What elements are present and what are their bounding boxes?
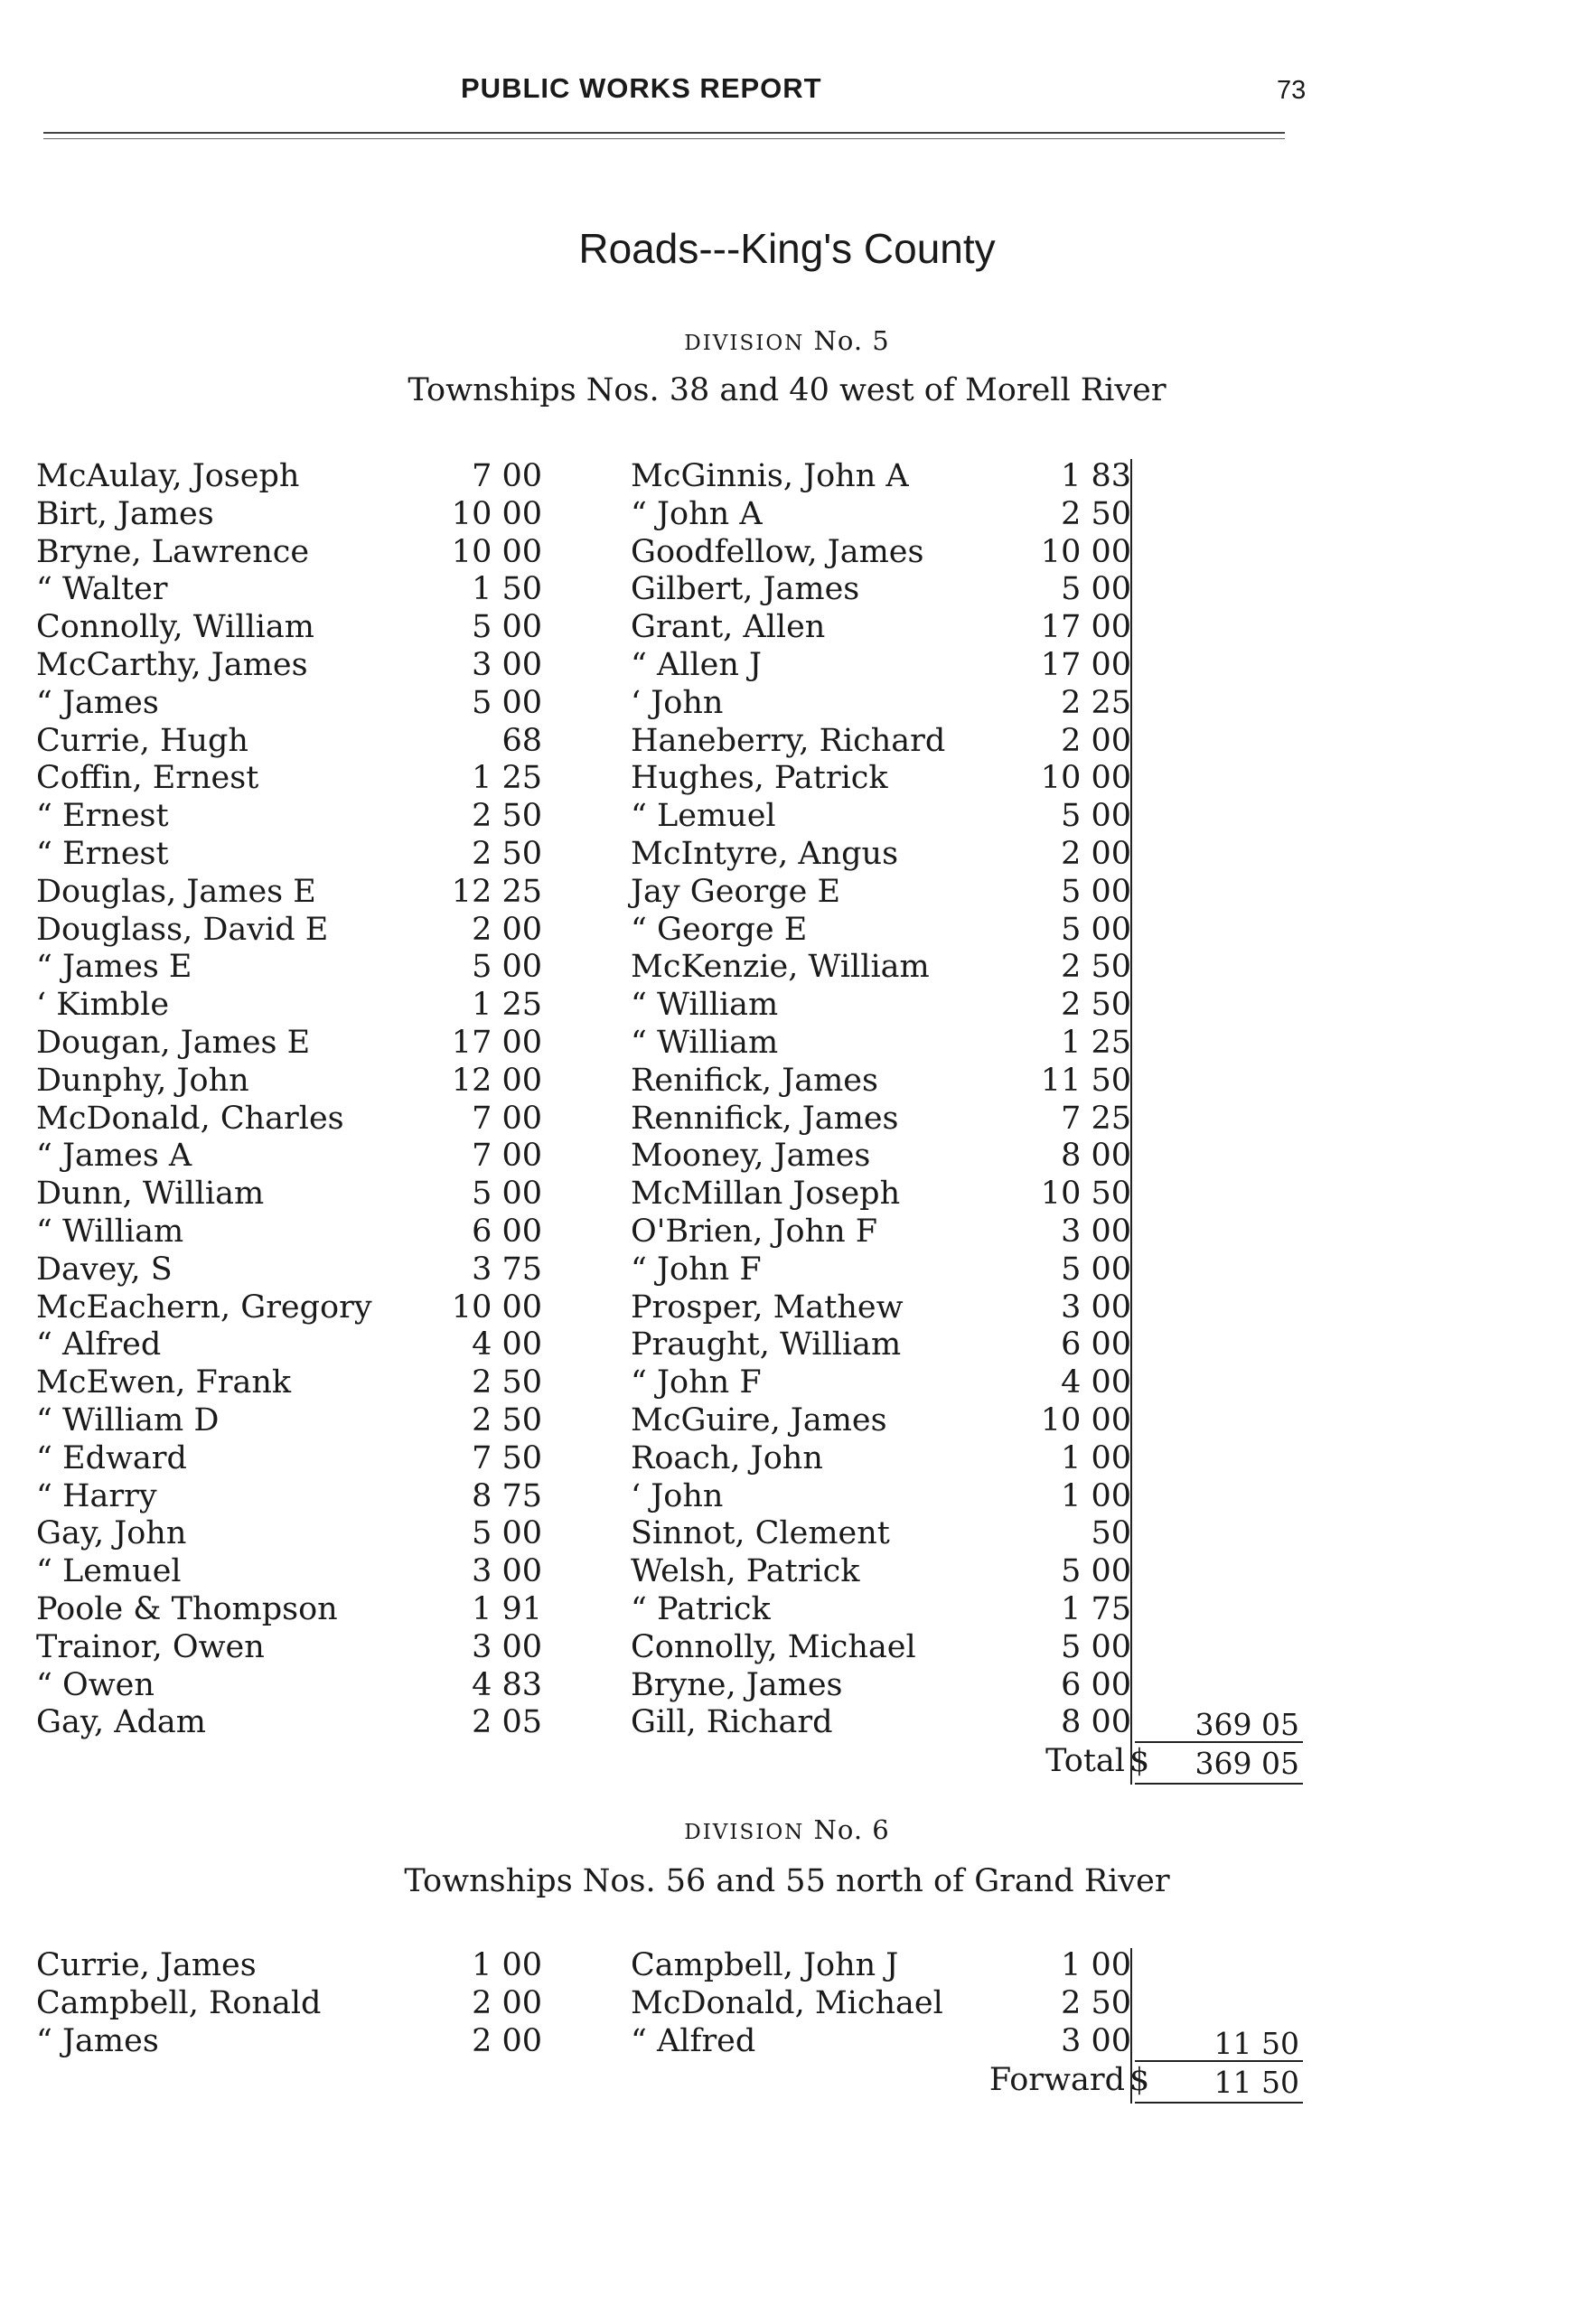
header-rule [43,138,1285,139]
payment-amount: 3 00 [1061,2023,1131,2059]
payee-name: McEachern, Gregory [36,1289,372,1326]
ledger-row [0,1666,1574,1704]
payee-name: McDonald, Charles [36,1100,344,1137]
payee-name: Renifick, James [631,1062,878,1099]
payment-amount: 1 25 [472,760,542,797]
ledger-row [0,495,1574,533]
payee-name: Dunn, William [36,1176,265,1213]
division-number: No. 6 [804,1814,890,1845]
payee-name: Currie, Hugh [36,722,248,759]
payment-amount: 5 00 [472,684,542,721]
total-rule [1135,1783,1303,1785]
payment-amount: 2 50 [472,798,542,835]
payment-amount: 5 00 [1061,1251,1131,1288]
payee-name: Haneberry, Richard [631,722,946,759]
payee-name: McIntyre, Angus [631,836,899,872]
payment-amount: 6 00 [1061,1326,1131,1363]
payee-name: “ William D [36,1402,220,1438]
payee-name: Coffin, Ernest [36,760,259,797]
ledger-row [0,948,1574,986]
payment-amount: 5 00 [1061,1553,1131,1590]
payee-name: “ James [36,2023,159,2059]
payment-amount: 12 00 [451,1062,542,1099]
payment-amount: 17 00 [1040,647,1131,683]
ledger-row [0,1628,1574,1666]
payment-amount: 4 00 [472,1326,542,1363]
payee-name: Praught, William [631,1326,902,1363]
dollar-sign: $ [1129,1743,1150,1780]
ledger-row [0,684,1574,722]
payment-amount: 4 83 [472,1666,542,1703]
division-subtotal: 11 50 [1213,2026,1299,2061]
payment-amount: 12 25 [451,873,542,910]
payment-amount: 2 00 [1061,836,1131,872]
payee-name: Trainor, Owen [36,1628,265,1665]
column-rule [1130,459,1132,1785]
payee-name: O'Brien, John F [631,1214,878,1250]
payee-name: “ William [631,987,779,1024]
payment-amount: 10 50 [1040,1176,1131,1213]
payment-amount: 1 91 [472,1591,542,1627]
subtotal-rule [1135,1741,1303,1743]
ledger-row [0,722,1574,760]
payment-amount: 1 50 [472,571,542,608]
payment-amount: 5 00 [472,609,542,646]
division-number: No. 5 [804,325,890,356]
payee-name: “ Ernest [36,798,169,835]
payment-amount: 2 00 [472,2023,542,2059]
payee-name: “ James A [36,1138,192,1175]
payment-amount: 7 50 [472,1439,542,1476]
payee-name: McDonald, Michael [631,1985,943,2021]
payee-name: McGuire, James [631,1402,887,1438]
division-total: 11 50 [1213,2065,1299,2100]
payment-amount: 2 50 [1061,987,1131,1024]
payee-name: Jay George E [631,873,841,910]
payee-name: Welsh, Patrick [631,1553,860,1590]
ledger-row [0,570,1574,608]
payment-amount: 2 05 [472,1704,542,1741]
ledger-row [0,1213,1574,1251]
payee-name: Campbell, John J [631,1947,899,1983]
payee-name: Bryne, James [631,1666,843,1703]
payment-amount: 1 00 [1061,1947,1131,1983]
dollar-sign: $ [1129,2062,1150,2098]
ledger-row [0,1137,1574,1175]
payee-name: Birt, James [36,495,214,532]
ledger-row [0,1703,1574,1741]
payment-amount: 2 50 [472,1402,542,1438]
payee-name: McCarthy, James [36,647,308,683]
payment-amount: 2 00 [472,911,542,948]
payee-name: ‘ John [631,1477,724,1514]
ledger-row [0,646,1574,684]
ledger-row [0,1175,1574,1213]
subtotal-rule [1135,2060,1303,2062]
payment-amount: 1 75 [1061,1591,1131,1627]
payee-name: “ Patrick [631,1591,771,1627]
payment-amount: 5 00 [1061,571,1131,608]
payment-amount: 2 25 [1061,684,1131,721]
payment-amount: 5 00 [1061,798,1131,835]
ledger-row [0,1552,1574,1590]
payee-name: “ Alfred [631,2023,756,2059]
page-title: Roads---King's County [578,225,996,272]
payment-amount: 2 50 [472,1364,542,1401]
payment-amount: 1 25 [472,987,542,1024]
payment-amount: 3 00 [472,647,542,683]
total-label: Forward [988,2062,1125,2098]
division-label: DIVISION [684,1821,805,1844]
payee-name: Hughes, Patrick [631,760,888,797]
payee-name: “ Edward [36,1439,187,1476]
payment-amount: 6 00 [472,1214,542,1250]
payment-amount: 5 00 [472,949,542,986]
payment-amount: 68 [501,722,542,759]
payee-name: ‘ John [631,684,724,721]
townships-subheading: Townships Nos. 56 and 55 north of Grand River [404,1863,1170,1899]
payee-name: Prosper, Mathew [631,1289,904,1326]
payee-name: “ James [36,684,159,721]
payee-name: “ Lemuel [631,798,776,835]
payee-name: Rennifick, James [631,1100,899,1137]
ledger-row [0,1477,1574,1515]
payee-name: “ Ernest [36,836,169,872]
payee-name: ‘ Kimble [36,987,170,1024]
payment-amount: 2 00 [1061,722,1131,759]
payment-amount: 3 00 [1061,1214,1131,1250]
payee-name: McGinnis, John A [631,458,909,494]
payment-amount: 2 50 [1061,495,1131,532]
payee-name: McMillan Joseph [631,1176,901,1213]
payee-name: “ William [36,1214,184,1250]
payment-amount: 1 83 [1061,458,1131,494]
total-label: Total [1045,1743,1125,1780]
ledger-row [0,457,1574,495]
payment-amount: 10 00 [451,495,542,532]
payee-name: “ Alfred [36,1326,162,1363]
payment-amount: 2 50 [1061,949,1131,986]
payment-amount: 8 00 [1061,1138,1131,1175]
payee-name: “ George E [631,911,808,948]
ledger-row [0,608,1574,646]
payee-name: Grant, Allen [631,609,826,646]
ledger-row [0,1946,1574,1984]
payee-name: Campbell, Ronald [36,1985,322,2021]
payee-name: Gay, John [36,1515,187,1552]
payee-name: “ John F [631,1364,762,1401]
payment-amount: 1 00 [1061,1477,1131,1514]
payment-amount: 10 00 [1040,533,1131,570]
payee-name: “ James E [36,949,192,986]
payment-amount: 2 00 [472,1985,542,2021]
payee-name: Roach, John [631,1439,823,1476]
payment-amount: 5 00 [472,1176,542,1213]
payment-amount: 10 00 [1040,760,1131,797]
division-label: DIVISION [684,332,805,355]
payment-amount: 7 00 [472,1100,542,1137]
ledger-row [0,1514,1574,1552]
payment-amount: 2 50 [472,836,542,872]
payee-name: “ Owen [36,1666,155,1703]
payment-amount: 3 00 [1061,1289,1131,1326]
ledger-row [0,986,1574,1024]
ledger-row [0,1100,1574,1138]
payment-amount: 7 00 [472,1138,542,1175]
payment-amount: 3 00 [472,1553,542,1590]
payee-name: Douglas, James E [36,873,316,910]
ledger-row [0,1401,1574,1439]
ledger-row [0,2022,1574,2060]
payment-amount: 2 50 [1061,1985,1131,2021]
ledger-row [0,1590,1574,1628]
payee-name: “ William [631,1025,779,1061]
payee-name: Davey, S [36,1251,173,1288]
payee-name: Mooney, James [631,1138,871,1175]
payment-amount: 50 [1091,1515,1131,1552]
payee-name: Currie, James [36,1947,257,1983]
payment-amount: 7 00 [472,458,542,494]
ledger-row [0,533,1574,571]
payment-amount: 5 00 [472,1515,542,1552]
ledger-row [0,835,1574,873]
payee-name: Gilbert, James [631,571,860,608]
payee-name: McEwen, Frank [36,1364,292,1401]
payment-amount: 8 75 [472,1477,542,1514]
ledger-row [0,1984,1574,2022]
payee-name: Sinnot, Clement [631,1515,890,1552]
payee-name: “ John F [631,1251,762,1288]
payment-amount: 6 00 [1061,1666,1131,1703]
payee-name: Dunphy, John [36,1062,249,1099]
payment-amount: 3 00 [472,1628,542,1665]
payment-amount: 7 25 [1061,1100,1131,1137]
payment-amount: 5 00 [1061,873,1131,910]
ledger-row [0,1326,1574,1363]
payment-amount: 17 00 [1040,609,1131,646]
payee-name: “ Lemuel [36,1553,182,1590]
ledger-row [0,1062,1574,1100]
header-rule [43,132,1285,134]
payment-amount: 5 00 [1061,911,1131,948]
page-header [0,72,1574,117]
payment-amount: 10 00 [451,533,542,570]
running-title: PUBLIC WORKS REPORT [461,72,822,104]
payee-name: Douglass, David E [36,911,329,948]
payee-name: “ Allen J [631,647,763,683]
payee-name: Gill, Richard [631,1704,833,1741]
payment-amount: 4 00 [1061,1364,1131,1401]
ledger-row [0,1289,1574,1326]
payee-name: McKenzie, William [631,949,930,986]
payment-amount: 10 00 [451,1289,542,1326]
payee-name: Bryne, Lawrence [36,533,310,570]
payment-amount: 8 00 [1061,1704,1131,1741]
ledger-row [0,1251,1574,1289]
ledger-row [0,1363,1574,1401]
total-rule [1135,2102,1303,2104]
payment-amount: 3 75 [472,1251,542,1288]
payee-name: “ John A [631,495,763,532]
ledger-row [0,759,1574,797]
page-number: 73 [1277,76,1307,105]
division-subtotal: 369 05 [1195,1707,1299,1743]
payee-name: “ Walter [36,571,168,608]
payment-amount: 1 00 [472,1947,542,1983]
payment-amount: 17 00 [451,1025,542,1061]
townships-subheading: Townships Nos. 38 and 40 west of Morell River [408,372,1166,408]
ledger-row [0,911,1574,949]
division-total: 369 05 [1195,1746,1299,1782]
payee-name: Connolly, Michael [631,1628,916,1665]
division-heading [0,325,1574,356]
payee-name: Gay, Adam [36,1704,206,1741]
ledger-row [0,1439,1574,1477]
payee-name: Poole & Thompson [36,1591,338,1627]
payment-amount: 10 00 [1040,1402,1131,1438]
payee-name: Goodfellow, James [631,533,924,570]
ledger-row [0,797,1574,835]
payee-name: “ Harry [36,1477,157,1514]
payee-name: Connolly, William [36,609,314,646]
payment-amount: 1 00 [1061,1439,1131,1476]
payment-amount: 5 00 [1061,1628,1131,1665]
payee-name: McAulay, Joseph [36,458,300,494]
payment-amount: 11 50 [1040,1062,1131,1099]
payment-amount: 1 25 [1061,1025,1131,1061]
ledger-row [0,1024,1574,1062]
ledger-row [0,873,1574,911]
division-heading [0,1814,1574,1845]
payee-name: Dougan, James E [36,1025,311,1061]
